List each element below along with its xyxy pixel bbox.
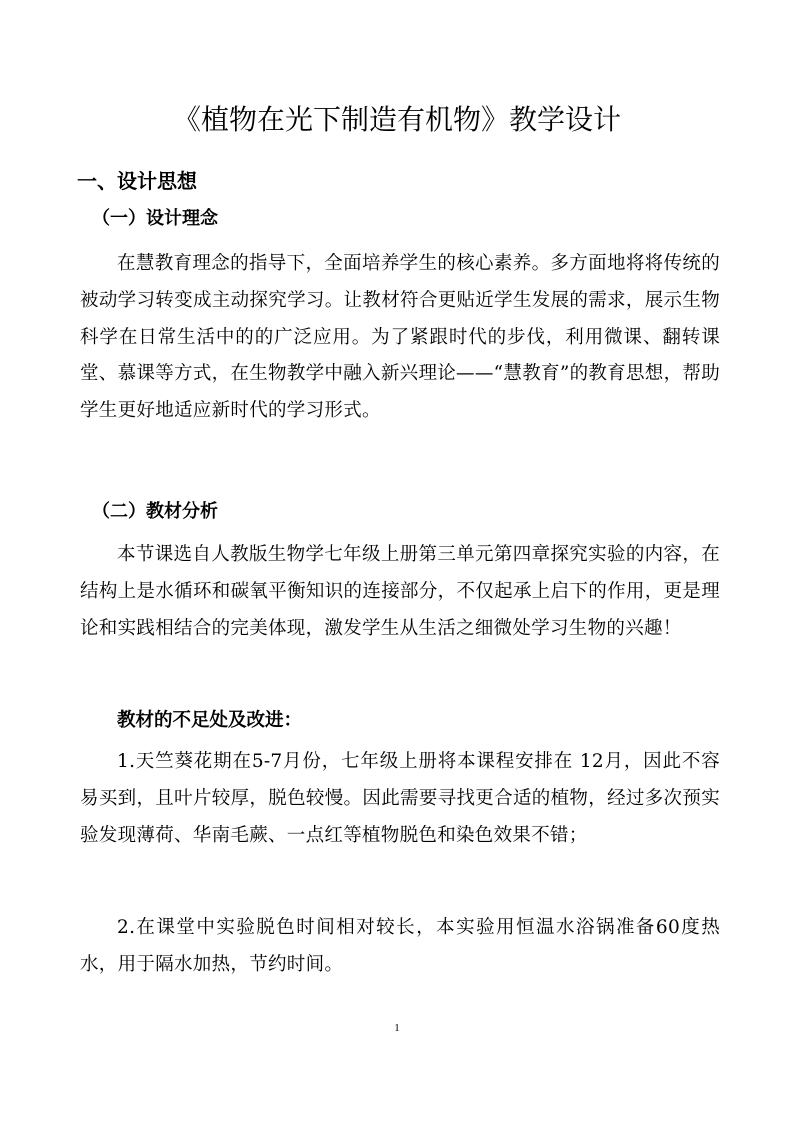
paragraph-design-concept: 在慧教育理念的指导下，全面培养学生的核心素养。多方面地将将传统的被动学习转变成主动探究学习。让教材符合更贴近学生发展的需求，展示生物科学在日常生活中的的广泛应用。为了紧跟时代的步伐，利用微课、翻转课堂、慕课等方式，在生物教学中融入新兴理论——“慧教育”的教育思想，帮助学生更好地适应新时代的学习形式。 — [80, 253, 720, 422]
page-number: 1 — [394, 1022, 400, 1034]
list-item-1: 1.天竺葵花期在5-7月份，七年级上册将本课程安排在 12月，因此不容易买到，且叶片较厚，脱色较慢。因此需要寻找更合适的植物，经过多次预实验发现薄荷、华南毛蕨、一点红等植物脱色和染色效果不错； — [80, 751, 720, 846]
subsection-heading-textbook-analysis: （二）教材分析 — [92, 501, 218, 522]
list-item-2: 2.在课堂中实验脱色时间相对较长，本实验用恒温水浴锅准备60度热水，用于隔水加热，节约时间。 — [80, 917, 720, 975]
paragraph-textbook-analysis: 本节课选自人教版生物学七年级上册第三单元第四章探究实验的内容，在结构上是水循环和碳氧平衡知识的连接部分，不仅起承上启下的作用，更是理论和实践相结合的完美体现，激发学生从生活之细微处学习生物的兴趣！ — [80, 544, 720, 639]
subsection-heading-design-concept: （一）设计理念 — [92, 208, 218, 229]
section-heading-design-thought: 一、设计思想 — [77, 169, 197, 193]
document-title: 《植物在光下制造有机物》教学设计 — [172, 103, 621, 136]
shortcomings-heading: 教材的不足处及改进： — [117, 710, 303, 731]
